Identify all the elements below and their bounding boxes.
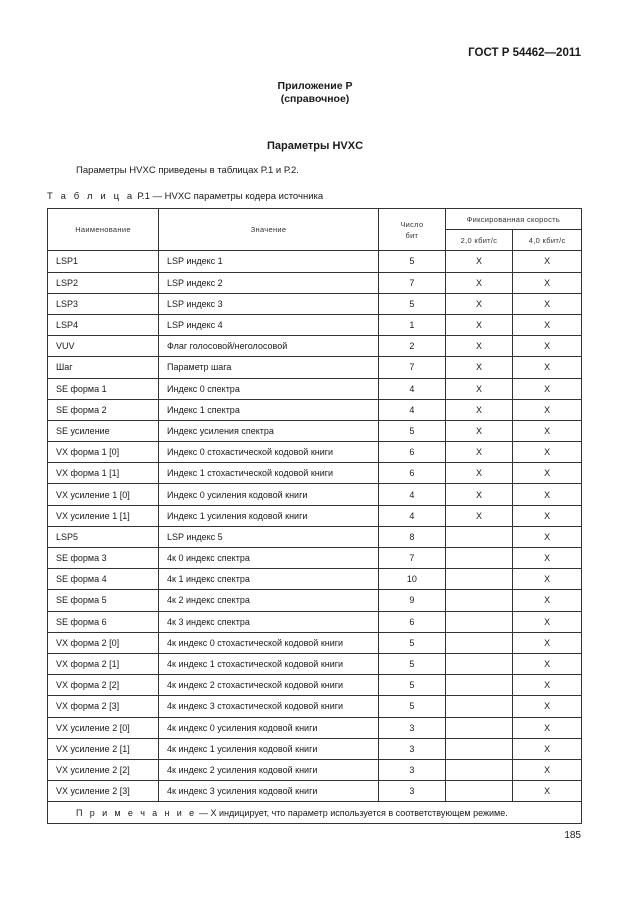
annex-title: Приложение Р <box>277 80 353 92</box>
cell-rate-4k: X <box>513 357 582 378</box>
cell-value: 4к индекс 3 стохастической кодовой книги <box>159 696 379 717</box>
cell-value: LSP индекс 5 <box>159 526 379 547</box>
cell-bits: 8 <box>379 526 446 547</box>
cell-rate-4k: X <box>513 442 582 463</box>
header-rate-2k: 2,0 кбит/с <box>445 230 513 251</box>
cell-value: 4к индекс 1 усиления кодовой книги <box>159 738 379 759</box>
cell-rate-4k: X <box>513 675 582 696</box>
cell-value: 4к 2 индекс спектра <box>159 590 379 611</box>
cell-rate-2k <box>445 611 513 632</box>
cell-rate-2k: X <box>445 399 513 420</box>
cell-value: 4к индекс 2 стохастической кодовой книги <box>159 675 379 696</box>
cell-bits: 3 <box>379 759 446 780</box>
table-row <box>48 505 582 526</box>
table-row <box>48 272 582 293</box>
table-row <box>48 717 582 738</box>
cell-value: LSP индекс 4 <box>159 314 379 335</box>
cell-rate-4k: X <box>513 548 582 569</box>
cell-rate-2k <box>445 738 513 759</box>
cell-rate-4k: X <box>513 336 582 357</box>
cell-name: VX усиление 2 [1] <box>48 738 159 759</box>
cell-rate-2k <box>445 590 513 611</box>
cell-bits: 9 <box>379 590 446 611</box>
table-row <box>48 314 582 335</box>
header-name: Наименование <box>48 209 159 251</box>
table-row <box>48 484 582 505</box>
table-row <box>48 653 582 674</box>
cell-bits: 2 <box>379 336 446 357</box>
cell-value: 4к индекс 1 стохастической кодовой книги <box>159 653 379 674</box>
table-row <box>48 569 582 590</box>
cell-rate-4k: X <box>513 717 582 738</box>
annex-subtitle: (справочное) <box>280 93 350 105</box>
cell-name: VX форма 2 [0] <box>48 632 159 653</box>
table-row <box>48 336 582 357</box>
cell-bits: 3 <box>379 717 446 738</box>
cell-rate-2k <box>445 526 513 547</box>
cell-rate-4k: X <box>513 463 582 484</box>
cell-rate-2k: X <box>445 357 513 378</box>
table-row <box>48 590 582 611</box>
cell-name: VX усиление 1 [0] <box>48 484 159 505</box>
header-rate-4k: 4,0 кбит/с <box>513 230 582 251</box>
cell-bits: 4 <box>379 399 446 420</box>
cell-rate-2k: X <box>445 314 513 335</box>
cell-bits: 1 <box>379 314 446 335</box>
cell-rate-2k: X <box>445 484 513 505</box>
cell-name: LSP1 <box>48 251 159 272</box>
header-bits <box>379 209 446 251</box>
cell-rate-4k: X <box>513 526 582 547</box>
cell-bits: 7 <box>379 548 446 569</box>
cell-bits: 5 <box>379 632 446 653</box>
cell-rate-2k <box>445 717 513 738</box>
cell-bits: 7 <box>379 357 446 378</box>
cell-rate-2k <box>445 632 513 653</box>
table-row <box>48 463 582 484</box>
cell-rate-4k: X <box>513 569 582 590</box>
cell-bits: 5 <box>379 696 446 717</box>
table-row <box>48 611 582 632</box>
cell-bits: 6 <box>379 611 446 632</box>
header-bits-line1: Число <box>400 219 424 229</box>
cell-name: LSP3 <box>48 293 159 314</box>
cell-rate-2k <box>445 569 513 590</box>
table-row <box>48 759 582 780</box>
cell-value: 4к индекс 0 усиления кодовой книги <box>159 717 379 738</box>
cell-value: Индекс 1 усиления кодовой книги <box>159 505 379 526</box>
cell-value: 4к 3 индекс спектра <box>159 611 379 632</box>
cell-rate-2k: X <box>445 378 513 399</box>
cell-rate-4k: X <box>513 272 582 293</box>
cell-value: Индекс усиления спектра <box>159 420 379 441</box>
table-row <box>48 696 582 717</box>
cell-rate-2k <box>445 653 513 674</box>
cell-bits: 5 <box>379 675 446 696</box>
cell-rate-4k: X <box>513 759 582 780</box>
cell-rate-2k: X <box>445 272 513 293</box>
cell-name: SE форма 6 <box>48 611 159 632</box>
intro-paragraph: Параметры HVXC приведены в таблицах Р.1 и Р.2. <box>76 165 299 176</box>
table-body <box>48 251 582 802</box>
table-row <box>48 442 582 463</box>
cell-name: VX форма 2 [3] <box>48 696 159 717</box>
cell-rate-4k: X <box>513 378 582 399</box>
cell-value: LSP индекс 1 <box>159 251 379 272</box>
cell-value: 4к 0 индекс спектра <box>159 548 379 569</box>
cell-rate-2k <box>445 759 513 780</box>
cell-name: VX усиление 2 [2] <box>48 759 159 780</box>
cell-rate-2k: X <box>445 293 513 314</box>
cell-name: VX форма 1 [0] <box>48 442 159 463</box>
cell-name: VX усиление 1 [1] <box>48 505 159 526</box>
cell-rate-2k <box>445 696 513 717</box>
cell-bits: 5 <box>379 420 446 441</box>
table-row <box>48 675 582 696</box>
cell-name: VX форма 1 [1] <box>48 463 159 484</box>
cell-value: 4к индекс 2 усиления кодовой книги <box>159 759 379 780</box>
cell-rate-4k: X <box>513 420 582 441</box>
cell-name: SE форма 4 <box>48 569 159 590</box>
cell-bits: 4 <box>379 484 446 505</box>
cell-value: Индекс 0 усиления кодовой книги <box>159 484 379 505</box>
cell-rate-4k: X <box>513 781 582 802</box>
cell-rate-4k: X <box>513 632 582 653</box>
hvxc-parameters-table <box>47 208 582 824</box>
cell-name: SE форма 2 <box>48 399 159 420</box>
cell-bits: 3 <box>379 781 446 802</box>
cell-rate-4k: X <box>513 484 582 505</box>
cell-name: LSP4 <box>48 314 159 335</box>
cell-rate-4k: X <box>513 653 582 674</box>
cell-value: 4к 1 индекс спектра <box>159 569 379 590</box>
cell-rate-4k: X <box>513 611 582 632</box>
cell-value: Индекс 0 стохастической кодовой книги <box>159 442 379 463</box>
cell-name: SE форма 5 <box>48 590 159 611</box>
cell-value: LSP индекс 2 <box>159 272 379 293</box>
cell-bits: 5 <box>379 293 446 314</box>
cell-value: 4к индекс 0 стохастической кодовой книги <box>159 632 379 653</box>
cell-rate-2k: X <box>445 505 513 526</box>
cell-bits: 5 <box>379 653 446 674</box>
cell-bits: 3 <box>379 738 446 759</box>
table-row <box>48 378 582 399</box>
table-row <box>48 738 582 759</box>
cell-bits: 7 <box>379 272 446 293</box>
cell-rate-4k: X <box>513 314 582 335</box>
annex-heading <box>0 80 630 106</box>
cell-name: VX форма 2 [2] <box>48 675 159 696</box>
cell-bits: 5 <box>379 251 446 272</box>
cell-name: VX усиление 2 [0] <box>48 717 159 738</box>
cell-name: LSP2 <box>48 272 159 293</box>
cell-rate-2k: X <box>445 420 513 441</box>
cell-name: SE форма 1 <box>48 378 159 399</box>
table-row <box>48 632 582 653</box>
cell-name: SE форма 3 <box>48 548 159 569</box>
cell-rate-2k: X <box>445 442 513 463</box>
table-caption <box>47 191 323 202</box>
section-title: Параметры HVXC <box>266 140 364 152</box>
table-caption-prefix: Т а б л и ц а <box>47 191 135 202</box>
table-row <box>48 293 582 314</box>
cell-rate-4k: X <box>513 251 582 272</box>
cell-value: Параметр шага <box>159 357 379 378</box>
cell-value: Флаг голосовой/неголосовой <box>159 336 379 357</box>
cell-rate-4k: X <box>513 590 582 611</box>
cell-value: Индекс 1 спектра <box>159 399 379 420</box>
cell-rate-2k <box>445 781 513 802</box>
cell-rate-4k: X <box>513 399 582 420</box>
table-row <box>48 526 582 547</box>
table-note-text: — X индицирует, что параметр используется в соответствующем режиме. <box>196 807 508 818</box>
cell-bits: 4 <box>379 378 446 399</box>
table-row <box>48 548 582 569</box>
cell-name: VUV <box>48 336 159 357</box>
page-number: 185 <box>564 830 581 841</box>
table-row <box>48 420 582 441</box>
table-row <box>48 251 582 272</box>
standard-number: ГОСТ Р 54462—2011 <box>468 47 581 59</box>
cell-bits: 6 <box>379 442 446 463</box>
cell-bits: 10 <box>379 569 446 590</box>
cell-rate-2k <box>445 675 513 696</box>
cell-rate-4k: X <box>513 293 582 314</box>
cell-rate-2k: X <box>445 336 513 357</box>
cell-name: SE усиление <box>48 420 159 441</box>
cell-rate-2k: X <box>445 251 513 272</box>
table-note <box>48 802 582 824</box>
cell-rate-4k: X <box>513 505 582 526</box>
cell-rate-2k <box>445 548 513 569</box>
cell-bits: 6 <box>379 463 446 484</box>
cell-rate-4k: X <box>513 738 582 759</box>
table-row <box>48 781 582 802</box>
cell-name: VX усиление 2 [3] <box>48 781 159 802</box>
cell-value: LSP индекс 3 <box>159 293 379 314</box>
cell-value: Индекс 1 стохастической кодовой книги <box>159 463 379 484</box>
table-row <box>48 357 582 378</box>
cell-name: VX форма 2 [1] <box>48 653 159 674</box>
cell-name: Шаг <box>48 357 159 378</box>
cell-value: Индекс 0 спектра <box>159 378 379 399</box>
table-row <box>48 399 582 420</box>
header-bits-line2: бит <box>405 230 419 240</box>
cell-bits: 4 <box>379 505 446 526</box>
table-caption-text: Р.1 — HVXC параметры кодера источника <box>134 191 324 202</box>
header-fixed-rate: Фиксированная скорость <box>445 209 581 230</box>
cell-name: LSP5 <box>48 526 159 547</box>
cell-rate-2k: X <box>445 463 513 484</box>
cell-value: 4к индекс 3 усиления кодовой книги <box>159 781 379 802</box>
table-note-prefix: П р и м е ч а н и е <box>76 807 197 818</box>
header-value: Значение <box>159 209 379 251</box>
cell-rate-4k: X <box>513 696 582 717</box>
